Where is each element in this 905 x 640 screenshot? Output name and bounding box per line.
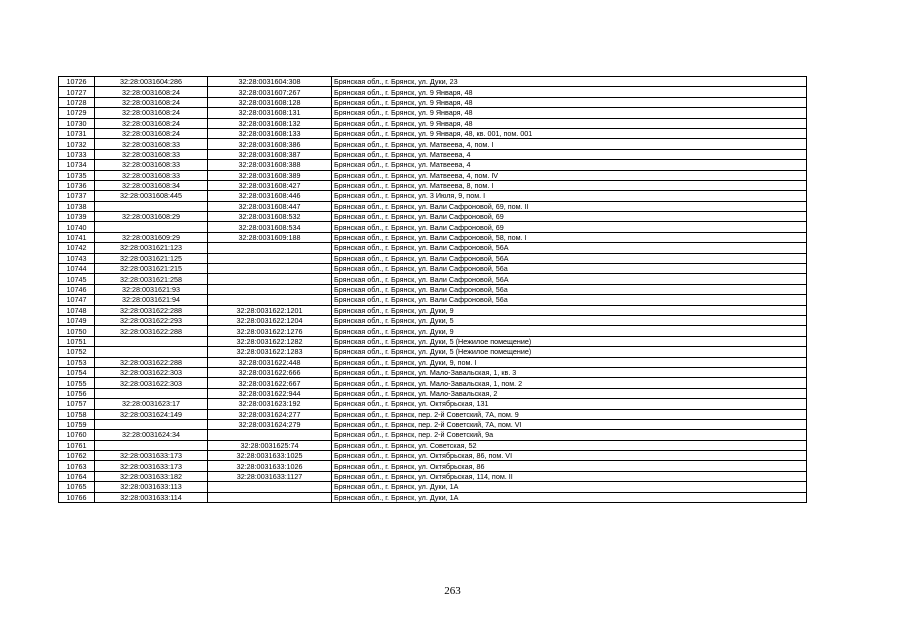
- table-row: [59, 191, 807, 201]
- address-cell: Брянская обл., г. Брянск, пер. 2-й Советский, 9а: [332, 430, 807, 440]
- address-cell: Брянская обл., г. Брянск, ул. Советская, 52: [332, 440, 807, 450]
- building-cadastral-cell: 32:28:0031622:1204: [208, 315, 332, 325]
- row-number-cell: 10762: [59, 451, 95, 461]
- land-cadastral-cell: 32:28:0031622:303: [95, 367, 208, 377]
- address-cell: Брянская обл., г. Брянск, ул. Матвеева, 4: [332, 149, 807, 159]
- address-cell: Брянская обл., г. Брянск, ул. Дуки, 5: [332, 315, 807, 325]
- building-cadastral-cell: [208, 274, 332, 284]
- land-cadastral-cell: 32:28:0031608:24: [95, 128, 208, 138]
- table-row: [59, 347, 807, 357]
- address-cell: Брянская обл., г. Брянск, ул. Вали Сафроновой, 69, пом. II: [332, 201, 807, 211]
- address-cell: Брянская обл., г. Брянск, ул. Октябрьская, 86, пом. VI: [332, 451, 807, 461]
- address-cell: Брянская обл., г. Брянск, ул. Вали Сафроновой, 56а: [332, 284, 807, 294]
- address-cell: Брянская обл., г. Брянск, ул. Дуки, 5 (Нежилое помещение): [332, 347, 807, 357]
- land-cadastral-cell: [95, 347, 208, 357]
- row-number-cell: 10756: [59, 388, 95, 398]
- land-cadastral-cell: 32:28:0031621:93: [95, 284, 208, 294]
- building-cadastral-cell: 32:28:0031622:1276: [208, 326, 332, 336]
- address-cell: Брянская обл., г. Брянск, ул. Матвеева, 4: [332, 160, 807, 170]
- land-cadastral-cell: 32:28:0031608:33: [95, 160, 208, 170]
- building-cadastral-cell: 32:28:0031608:128: [208, 97, 332, 107]
- table-row: [59, 264, 807, 274]
- table-row: [59, 326, 807, 336]
- table-row: [59, 128, 807, 138]
- building-cadastral-cell: 32:28:0031623:192: [208, 399, 332, 409]
- table-row: [59, 108, 807, 118]
- address-cell: Брянская обл., г. Брянск, ул. Вали Сафроновой, 58, пом. I: [332, 232, 807, 242]
- land-cadastral-cell: 32:28:0031624:149: [95, 409, 208, 419]
- row-number-cell: 10745: [59, 274, 95, 284]
- table-row: [59, 222, 807, 232]
- table-row: [59, 430, 807, 440]
- row-number-cell: 10743: [59, 253, 95, 263]
- row-number-cell: 10758: [59, 409, 95, 419]
- row-number-cell: 10729: [59, 108, 95, 118]
- land-cadastral-cell: 32:28:0031621:123: [95, 243, 208, 253]
- building-cadastral-cell: 32:28:0031608:386: [208, 139, 332, 149]
- building-cadastral-cell: [208, 295, 332, 305]
- row-number-cell: 10737: [59, 191, 95, 201]
- building-cadastral-cell: 32:28:0031608:427: [208, 180, 332, 190]
- land-cadastral-cell: 32:28:0031608:24: [95, 118, 208, 128]
- land-cadastral-cell: 32:28:0031633:114: [95, 492, 208, 502]
- land-cadastral-cell: 32:28:0031608:445: [95, 191, 208, 201]
- land-cadastral-cell: [95, 419, 208, 429]
- building-cadastral-cell: 32:28:0031607:267: [208, 87, 332, 97]
- table-row: [59, 170, 807, 180]
- registry-table-body: [59, 77, 807, 503]
- row-number-cell: 10734: [59, 160, 95, 170]
- building-cadastral-cell: 32:28:0031622:666: [208, 367, 332, 377]
- land-cadastral-cell: 32:28:0031608:24: [95, 108, 208, 118]
- table-row: [59, 274, 807, 284]
- building-cadastral-cell: [208, 482, 332, 492]
- row-number-cell: 10747: [59, 295, 95, 305]
- table-row: [59, 201, 807, 211]
- address-cell: Брянская обл., г. Брянск, ул. Вали Сафроновой, 69: [332, 222, 807, 232]
- row-number-cell: 10746: [59, 284, 95, 294]
- land-cadastral-cell: 32:28:0031622:303: [95, 378, 208, 388]
- land-cadastral-cell: [95, 388, 208, 398]
- address-cell: Брянская обл., г. Брянск, ул. 9 Января, 48: [332, 87, 807, 97]
- row-number-cell: 10759: [59, 419, 95, 429]
- address-cell: Брянская обл., г. Брянск, ул. Дуки, 23: [332, 77, 807, 87]
- building-cadastral-cell: 32:28:0031609:188: [208, 232, 332, 242]
- building-cadastral-cell: 32:28:0031622:1201: [208, 305, 332, 315]
- land-cadastral-cell: 32:28:0031633:182: [95, 471, 208, 481]
- row-number-cell: 10730: [59, 118, 95, 128]
- address-cell: Брянская обл., г. Брянск, ул. Дуки, 1А: [332, 492, 807, 502]
- address-cell: Брянская обл., г. Брянск, ул. Октябрьская, 86: [332, 461, 807, 471]
- building-cadastral-cell: 32:28:0031633:1026: [208, 461, 332, 471]
- building-cadastral-cell: 32:28:0031633:1025: [208, 451, 332, 461]
- table-row: [59, 440, 807, 450]
- land-cadastral-cell: 32:28:0031622:288: [95, 305, 208, 315]
- row-number-cell: 10727: [59, 87, 95, 97]
- address-cell: Брянская обл., г. Брянск, ул. Вали Сафроновой, 56а: [332, 264, 807, 274]
- table-row: [59, 243, 807, 253]
- table-row: [59, 139, 807, 149]
- address-cell: Брянская обл., г. Брянск, ул. Мало-Завальская, 1, кв. 3: [332, 367, 807, 377]
- table-row: [59, 409, 807, 419]
- row-number-cell: 10738: [59, 201, 95, 211]
- row-number-cell: 10752: [59, 347, 95, 357]
- row-number-cell: 10749: [59, 315, 95, 325]
- building-cadastral-cell: 32:28:0031608:388: [208, 160, 332, 170]
- table-row: [59, 357, 807, 367]
- building-cadastral-cell: [208, 243, 332, 253]
- table-row: [59, 388, 807, 398]
- table-row: [59, 378, 807, 388]
- land-cadastral-cell: 32:28:0031608:24: [95, 87, 208, 97]
- land-cadastral-cell: 32:28:0031624:34: [95, 430, 208, 440]
- address-cell: Брянская обл., г. Брянск, ул. Дуки, 9, пом. I: [332, 357, 807, 367]
- table-row: [59, 471, 807, 481]
- address-cell: Брянская обл., г. Брянск, ул. 9 Января, 48: [332, 118, 807, 128]
- land-cadastral-cell: [95, 222, 208, 232]
- table-row: [59, 492, 807, 502]
- row-number-cell: 10766: [59, 492, 95, 502]
- building-cadastral-cell: 32:28:0031633:1127: [208, 471, 332, 481]
- address-cell: Брянская обл., г. Брянск, ул. 9 Января, 48: [332, 108, 807, 118]
- page-number: 263: [444, 585, 461, 597]
- building-cadastral-cell: 32:28:0031608:132: [208, 118, 332, 128]
- building-cadastral-cell: 32:28:0031622:448: [208, 357, 332, 367]
- building-cadastral-cell: 32:28:0031622:1282: [208, 336, 332, 346]
- table-row: [59, 419, 807, 429]
- land-cadastral-cell: [95, 336, 208, 346]
- row-number-cell: 10739: [59, 212, 95, 222]
- table-row: [59, 451, 807, 461]
- building-cadastral-cell: 32:28:0031608:387: [208, 149, 332, 159]
- building-cadastral-cell: [208, 284, 332, 294]
- row-number-cell: 10757: [59, 399, 95, 409]
- building-cadastral-cell: 32:28:0031624:279: [208, 419, 332, 429]
- row-number-cell: 10741: [59, 232, 95, 242]
- row-number-cell: 10763: [59, 461, 95, 471]
- table-row: [59, 336, 807, 346]
- address-cell: Брянская обл., г. Брянск, ул. Вали Сафроновой, 69: [332, 212, 807, 222]
- table-row: [59, 97, 807, 107]
- land-cadastral-cell: 32:28:0031608:29: [95, 212, 208, 222]
- building-cadastral-cell: 32:28:0031608:447: [208, 201, 332, 211]
- row-number-cell: 10760: [59, 430, 95, 440]
- address-cell: Брянская обл., г. Брянск, ул. Вали Сафроновой, 56а: [332, 295, 807, 305]
- row-number-cell: 10764: [59, 471, 95, 481]
- table-row: [59, 482, 807, 492]
- building-cadastral-cell: 32:28:0031608:446: [208, 191, 332, 201]
- address-cell: Брянская обл., г. Брянск, ул. Вали Сафроновой, 56А: [332, 243, 807, 253]
- table-row: [59, 461, 807, 471]
- address-cell: Брянская обл., г. Брянск, ул. Мало-Завальская, 2: [332, 388, 807, 398]
- land-cadastral-cell: 32:28:0031608:33: [95, 170, 208, 180]
- address-cell: Брянская обл., г. Брянск, ул. Мало-Завальская, 1, пом. 2: [332, 378, 807, 388]
- land-cadastral-cell: 32:28:0031609:29: [95, 232, 208, 242]
- table-row: [59, 284, 807, 294]
- address-cell: Брянская обл., г. Брянск, ул. Вали Сафроновой, 56А: [332, 253, 807, 263]
- land-cadastral-cell: 32:28:0031622:288: [95, 326, 208, 336]
- address-cell: Брянская обл., г. Брянск, ул. Октябрьская, 131: [332, 399, 807, 409]
- address-cell: Брянская обл., г. Брянск, ул. Вали Сафроновой, 56А: [332, 274, 807, 284]
- row-number-cell: 10742: [59, 243, 95, 253]
- row-number-cell: 10740: [59, 222, 95, 232]
- address-cell: Брянская обл., г. Брянск, пер. 2-й Советский, 7А, пом. VI: [332, 419, 807, 429]
- table-row: [59, 77, 807, 87]
- registry-table: [58, 76, 807, 503]
- row-number-cell: 10732: [59, 139, 95, 149]
- address-cell: Брянская обл., г. Брянск, ул. Матвеева, 4, пом. I: [332, 139, 807, 149]
- land-cadastral-cell: 32:28:0031621:258: [95, 274, 208, 284]
- address-cell: Брянская обл., г. Брянск, ул. Дуки, 5 (Нежилое помещение): [332, 336, 807, 346]
- table-row: [59, 180, 807, 190]
- building-cadastral-cell: 32:28:0031608:131: [208, 108, 332, 118]
- table-row: [59, 305, 807, 315]
- table-row: [59, 295, 807, 305]
- building-cadastral-cell: 32:28:0031625:74: [208, 440, 332, 450]
- address-cell: Брянская обл., г. Брянск, ул. Матвеева, 8, пом. I: [332, 180, 807, 190]
- table-row: [59, 367, 807, 377]
- building-cadastral-cell: 32:28:0031608:534: [208, 222, 332, 232]
- table-row: [59, 149, 807, 159]
- building-cadastral-cell: [208, 492, 332, 502]
- building-cadastral-cell: 32:28:0031622:1283: [208, 347, 332, 357]
- building-cadastral-cell: [208, 264, 332, 274]
- building-cadastral-cell: 32:28:0031604:308: [208, 77, 332, 87]
- land-cadastral-cell: 32:28:0031608:33: [95, 139, 208, 149]
- land-cadastral-cell: 32:28:0031621:215: [95, 264, 208, 274]
- row-number-cell: 10731: [59, 128, 95, 138]
- building-cadastral-cell: 32:28:0031624:277: [208, 409, 332, 419]
- row-number-cell: 10748: [59, 305, 95, 315]
- address-cell: Брянская обл., г. Брянск, ул. Октябрьская, 114, пом. II: [332, 471, 807, 481]
- land-cadastral-cell: 32:28:0031608:33: [95, 149, 208, 159]
- building-cadastral-cell: 32:28:0031622:667: [208, 378, 332, 388]
- land-cadastral-cell: 32:28:0031604:286: [95, 77, 208, 87]
- row-number-cell: 10736: [59, 180, 95, 190]
- land-cadastral-cell: 32:28:0031622:288: [95, 357, 208, 367]
- row-number-cell: 10733: [59, 149, 95, 159]
- land-cadastral-cell: 32:28:0031633:113: [95, 482, 208, 492]
- land-cadastral-cell: [95, 440, 208, 450]
- table-row: [59, 87, 807, 97]
- row-number-cell: 10765: [59, 482, 95, 492]
- row-number-cell: 10753: [59, 357, 95, 367]
- land-cadastral-cell: [95, 201, 208, 211]
- building-cadastral-cell: 32:28:0031608:133: [208, 128, 332, 138]
- land-cadastral-cell: 32:28:0031622:293: [95, 315, 208, 325]
- address-cell: Брянская обл., г. Брянск, ул. 9 Января, 48: [332, 97, 807, 107]
- address-cell: Брянская обл., г. Брянск, ул. Дуки, 9: [332, 305, 807, 315]
- row-number-cell: 10755: [59, 378, 95, 388]
- row-number-cell: 10728: [59, 97, 95, 107]
- row-number-cell: 10761: [59, 440, 95, 450]
- land-cadastral-cell: 32:28:0031623:17: [95, 399, 208, 409]
- row-number-cell: 10735: [59, 170, 95, 180]
- land-cadastral-cell: 32:28:0031633:173: [95, 461, 208, 471]
- land-cadastral-cell: 32:28:0031621:125: [95, 253, 208, 263]
- building-cadastral-cell: 32:28:0031608:532: [208, 212, 332, 222]
- building-cadastral-cell: 32:28:0031622:944: [208, 388, 332, 398]
- land-cadastral-cell: 32:28:0031608:34: [95, 180, 208, 190]
- table-row: [59, 160, 807, 170]
- building-cadastral-cell: 32:28:0031608:389: [208, 170, 332, 180]
- address-cell: Брянская обл., г. Брянск, ул. 9 Января, 48, кв. 001, пом. 001: [332, 128, 807, 138]
- row-number-cell: 10751: [59, 336, 95, 346]
- table-row: [59, 315, 807, 325]
- table-row: [59, 399, 807, 409]
- address-cell: Брянская обл., г. Брянск, ул. Дуки, 9: [332, 326, 807, 336]
- building-cadastral-cell: [208, 430, 332, 440]
- address-cell: Брянская обл., г. Брянск, ул. Матвеева, 4, пом. IV: [332, 170, 807, 180]
- table-row: [59, 253, 807, 263]
- table-row: [59, 212, 807, 222]
- address-cell: Брянская обл., г. Брянск, ул. Дуки, 1А: [332, 482, 807, 492]
- land-cadastral-cell: 32:28:0031608:24: [95, 97, 208, 107]
- land-cadastral-cell: 32:28:0031633:173: [95, 451, 208, 461]
- table-row: [59, 118, 807, 128]
- address-cell: Брянская обл., г. Брянск, ул. 3 Июля, 9, пом. I: [332, 191, 807, 201]
- table-row: [59, 232, 807, 242]
- row-number-cell: 10726: [59, 77, 95, 87]
- land-cadastral-cell: 32:28:0031621:94: [95, 295, 208, 305]
- address-cell: Брянская обл., г. Брянск, пер. 2-й Советский, 7А, пом. 9: [332, 409, 807, 419]
- row-number-cell: 10750: [59, 326, 95, 336]
- row-number-cell: 10744: [59, 264, 95, 274]
- row-number-cell: 10754: [59, 367, 95, 377]
- building-cadastral-cell: [208, 253, 332, 263]
